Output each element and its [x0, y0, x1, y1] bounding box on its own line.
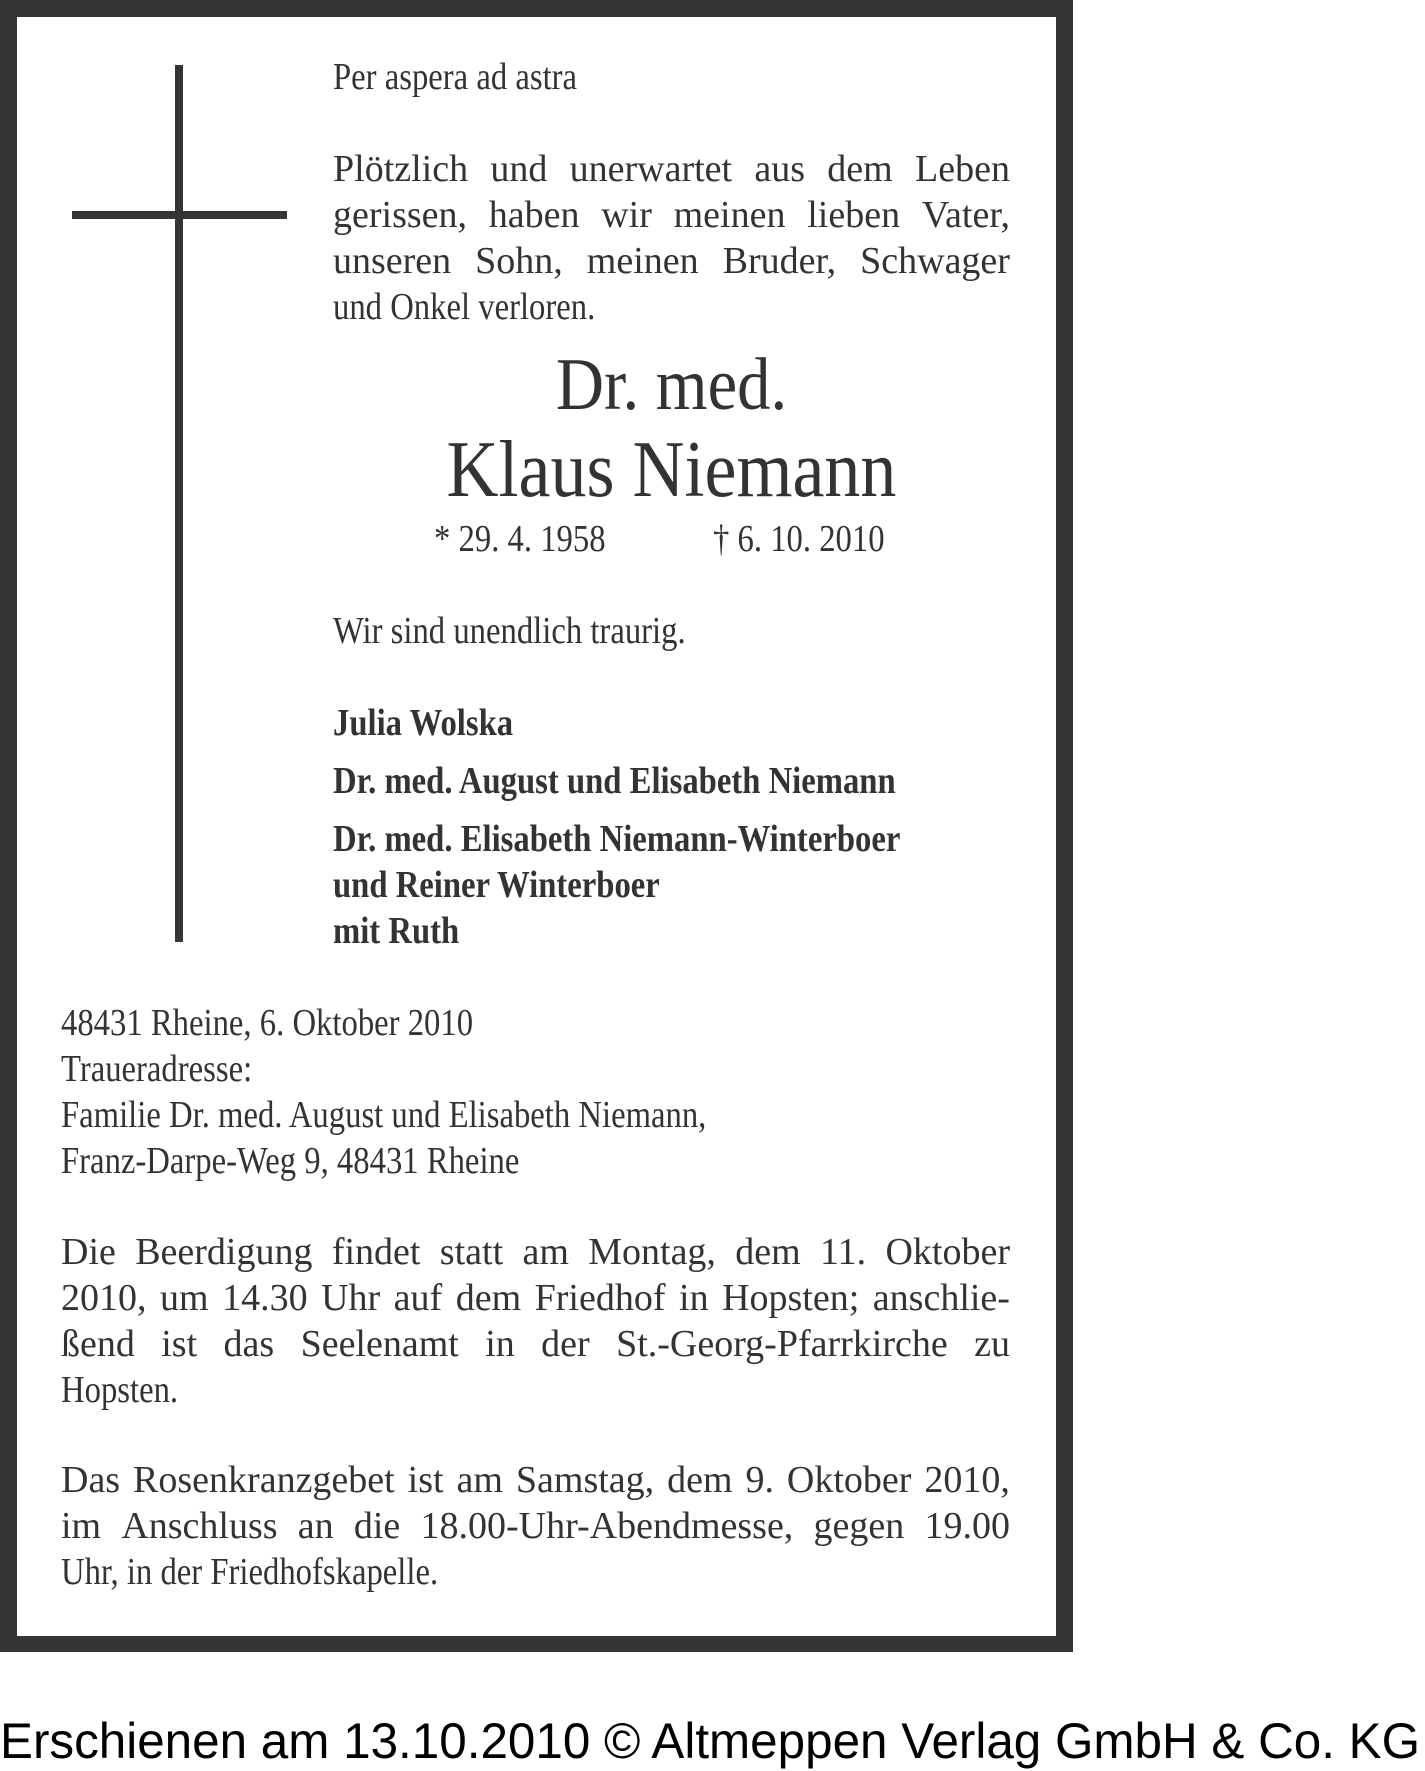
word: unseren — [333, 240, 452, 282]
intro-line — [333, 150, 1010, 188]
cross-icon-vertical-beam — [175, 65, 183, 942]
word: Bruder, — [722, 240, 837, 282]
word: ßend — [61, 1323, 135, 1365]
mourner: Julia Wolska — [333, 702, 514, 744]
birth-date: * 29. 4. 1958 — [434, 518, 606, 560]
word: dem — [735, 1231, 801, 1273]
footer-text: Erschienen am 13.10.2010 © Altmeppen Verlag GmbH & Co. KG — [0, 1713, 1420, 1769]
word: anschlie- — [872, 1277, 1010, 1319]
word: 19.00 — [924, 1505, 1010, 1547]
word: Anschluss — [121, 1505, 278, 1547]
grief-line: Wir sind unendlich traurig. — [333, 610, 686, 652]
word: 2010, — [924, 1459, 1010, 1501]
mourner: Dr. med. Elisabeth Niemann-Winterboer — [333, 818, 901, 860]
address-label: Traueradresse: — [61, 1048, 253, 1090]
word: auf — [393, 1277, 443, 1319]
mourner: mit Ruth — [333, 910, 460, 952]
cross-icon-horizontal-beam — [72, 211, 287, 219]
word: Schwager — [860, 240, 1010, 282]
word: Beerdigung — [135, 1231, 313, 1273]
word: statt — [439, 1231, 504, 1273]
word: dem — [667, 1459, 733, 1501]
word: Plötzlich — [333, 148, 469, 190]
word: wir — [601, 194, 652, 236]
rosary-line — [61, 1461, 1010, 1499]
word: Uhr — [321, 1277, 381, 1319]
word: ist — [161, 1323, 198, 1365]
word: im — [61, 1505, 102, 1547]
word: und — [490, 148, 548, 190]
funeral-line — [61, 1325, 1010, 1363]
word: in — [485, 1323, 515, 1365]
word: das — [223, 1323, 275, 1365]
word: Hopsten; — [722, 1277, 860, 1319]
word: Sohn, — [475, 240, 563, 282]
word: Das — [61, 1459, 121, 1501]
deceased-name: Klaus Niemann — [446, 426, 897, 514]
word: zu — [974, 1323, 1010, 1365]
rosary-line: Uhr, in der Friedhofskapelle. — [61, 1551, 439, 1593]
intro-line — [333, 242, 1010, 280]
word: lieben — [807, 194, 901, 236]
word: dem — [455, 1277, 522, 1319]
rosary-line — [61, 1507, 1010, 1545]
word: gerissen, — [333, 194, 468, 236]
word: ist — [407, 1459, 444, 1501]
word: Vater, — [921, 194, 1010, 236]
intro-line — [333, 196, 1010, 234]
word: unerwartet — [569, 148, 733, 190]
word: Rosenkranzgebet — [133, 1459, 395, 1501]
word: haben — [488, 194, 580, 236]
word: 14.30 — [222, 1277, 308, 1319]
word: Leben — [915, 148, 1010, 190]
publication-footer — [0, 1713, 1420, 1769]
place-date: 48431 Rheine, 6. Oktober 2010 — [61, 1002, 474, 1044]
word: am — [522, 1231, 569, 1273]
word: St.-Georg-Pfarrkirche — [616, 1323, 948, 1365]
deceased-title: Dr. med. — [555, 344, 788, 426]
word: 9. — [745, 1459, 774, 1501]
word: gegen — [813, 1505, 905, 1547]
funeral-line — [61, 1233, 1010, 1271]
intro-line: und Onkel verloren. — [333, 286, 596, 328]
word: dem — [827, 148, 893, 190]
word: der — [541, 1323, 590, 1365]
word: Oktober — [786, 1459, 912, 1501]
mourner: und Reiner Winterboer — [333, 864, 660, 906]
funeral-line — [61, 1279, 1010, 1317]
word: Oktober — [885, 1231, 1010, 1273]
word: Seelenamt — [300, 1323, 459, 1365]
word: die — [353, 1505, 401, 1547]
word: 18.00-Uhr-Abendmesse, — [420, 1505, 794, 1547]
word: 2010, — [61, 1277, 147, 1319]
word: an — [297, 1505, 334, 1547]
address-line: Franz-Darpe-Weg 9, 48431 Rheine — [61, 1140, 520, 1182]
word: 11. — [820, 1231, 867, 1273]
word: in — [679, 1277, 709, 1319]
death-date: † 6. 10. 2010 — [713, 518, 885, 560]
word: um — [160, 1277, 209, 1319]
mourner: Dr. med. August und Elisabeth Niemann — [333, 760, 896, 802]
word: Friedhof — [534, 1277, 666, 1319]
word: findet — [331, 1231, 421, 1273]
motto: Per aspera ad astra — [333, 56, 578, 98]
word: Montag, — [588, 1231, 716, 1273]
word: meinen — [673, 194, 786, 236]
word: am — [456, 1459, 503, 1501]
address-line: Familie Dr. med. August und Elisabeth Niemann, — [61, 1094, 707, 1136]
word: Samstag, — [515, 1459, 655, 1501]
funeral-line: Hopsten. — [61, 1369, 179, 1411]
word: Die — [61, 1231, 116, 1273]
word: aus — [754, 148, 806, 190]
word: meinen — [586, 240, 699, 282]
